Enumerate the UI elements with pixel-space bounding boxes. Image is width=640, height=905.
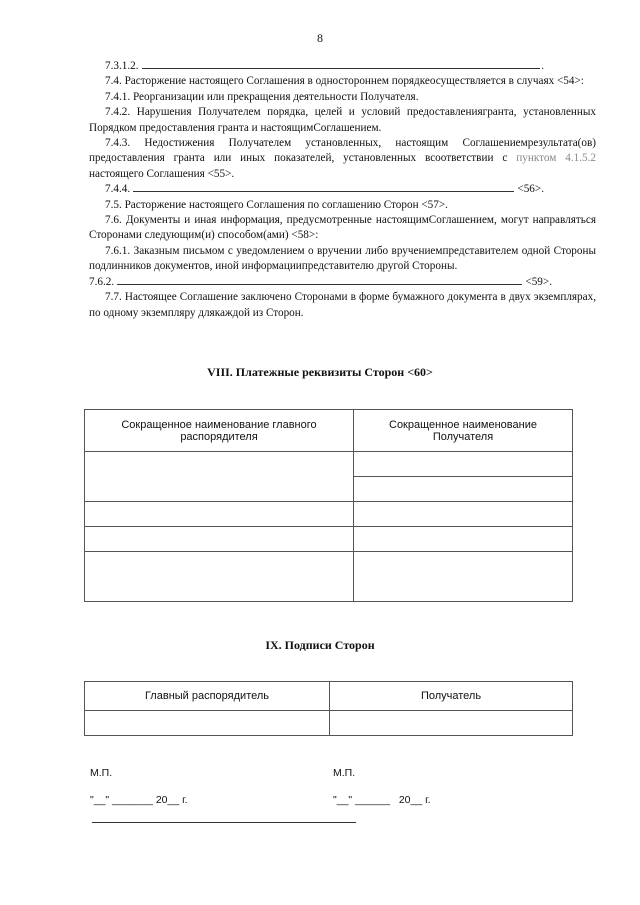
clause-7-4-3-reference: пунктом 4.1.5.2 bbox=[516, 152, 596, 165]
clause-7-4-2: 7.4.2. Нарушения Получателем порядка, целей и условий предоставлениягранта, установленных Порядком предоставления гранта и настоящимСоглашением. bbox=[89, 106, 596, 134]
page-number: 8 bbox=[317, 31, 323, 45]
table-row bbox=[85, 552, 573, 602]
clause-7-5: 7.5. Расторжение настоящего Соглашения по соглашению Сторон <57>. bbox=[105, 198, 448, 211]
clause-7-7: 7.7. Настоящее Соглашение заключено Сторонами в форме бумажного документа в двух экземплярах, по одному экземпляру длякаждой из Сторон. bbox=[89, 291, 596, 319]
section-9-title: IX. Подписи Сторон bbox=[265, 638, 375, 652]
blank-line bbox=[117, 275, 522, 285]
date-line-left: "__" _______ 20__ г. bbox=[90, 794, 188, 806]
table-header-row bbox=[85, 682, 573, 711]
table-cell bbox=[85, 502, 354, 527]
table-row bbox=[85, 711, 573, 736]
blank-line bbox=[133, 182, 514, 192]
table-cell bbox=[354, 552, 573, 602]
header-cell-recipient: Получатель bbox=[330, 682, 573, 711]
signature-line bbox=[92, 822, 356, 823]
clauses-block bbox=[89, 59, 596, 321]
clause-tail: . bbox=[541, 60, 544, 72]
clause-7-4-3-end: настоящего Соглашения <55>. bbox=[89, 167, 235, 180]
table-cell bbox=[85, 552, 354, 602]
header-cell-recipient: Сокращенное наименование Получателя bbox=[354, 410, 573, 452]
clause-7-6: 7.6. Документы и иная информация, предусмотренные настоящимСоглашением, могут направляться Сторонами следующим(и) способом(ами) <58>: bbox=[89, 214, 596, 242]
table-cell bbox=[85, 452, 354, 502]
blank-line bbox=[142, 59, 541, 69]
clause-7-3-1-2 bbox=[89, 59, 596, 74]
table-cell bbox=[354, 502, 573, 527]
clause-7-4: 7.4. Расторжение настоящего Соглашения в одностороннем порядкеосуществляется в случаях <54>: bbox=[105, 75, 584, 88]
signatures-table bbox=[84, 681, 573, 736]
signature-cell bbox=[85, 711, 330, 736]
clause-tail: <59>. bbox=[525, 275, 552, 288]
clause-7-4-3 bbox=[89, 136, 596, 182]
table-row bbox=[85, 527, 573, 552]
clause-tail: <56>. bbox=[517, 183, 544, 196]
clause-7-4-3-text: 7.4.3. Недостижения Получателем установленных, настоящим Соглашениемрезультата(ов) предоставления гранта или иных показателей, установленных всоответствии с bbox=[89, 137, 596, 165]
table-cell bbox=[85, 527, 354, 552]
clause-7-6-1: 7.6.1. Заказным письмом с уведомлением о вручении либо вручениемпредставителем одной Стороны подлинников документов, иной информациипредставителю другой Стороны. bbox=[89, 244, 596, 273]
payment-details-table bbox=[84, 409, 573, 602]
table-cell bbox=[354, 452, 573, 477]
table-row bbox=[85, 502, 573, 527]
clause-label: 7.6.2. bbox=[89, 275, 115, 288]
clause-label: 7.3.1.2. bbox=[105, 60, 139, 72]
clause-7-6-2 bbox=[89, 275, 596, 290]
date-line-right: "__" ______ 20__ г. bbox=[333, 794, 431, 806]
header-cell-main-manager: Сокращенное наименование главного распорядителя bbox=[85, 410, 354, 452]
table-cell bbox=[354, 477, 573, 502]
clause-7-4-4 bbox=[89, 182, 596, 197]
table-header-row bbox=[85, 410, 573, 452]
section-8-title: VIII. Платежные реквизиты Сторон <60> bbox=[207, 365, 433, 379]
header-cell-main-manager: Главный распорядитель bbox=[85, 682, 330, 711]
table-cell bbox=[354, 527, 573, 552]
table-row bbox=[85, 452, 573, 477]
clause-7-4-1: 7.4.1. Реорганизации или прекращения деятельности Получателя. bbox=[105, 90, 419, 103]
stamp-label-right: М.П. bbox=[333, 767, 356, 779]
signature-cell bbox=[330, 711, 573, 736]
stamp-label-left: М.П. bbox=[90, 767, 113, 779]
clause-label: 7.4.4. bbox=[105, 183, 131, 196]
